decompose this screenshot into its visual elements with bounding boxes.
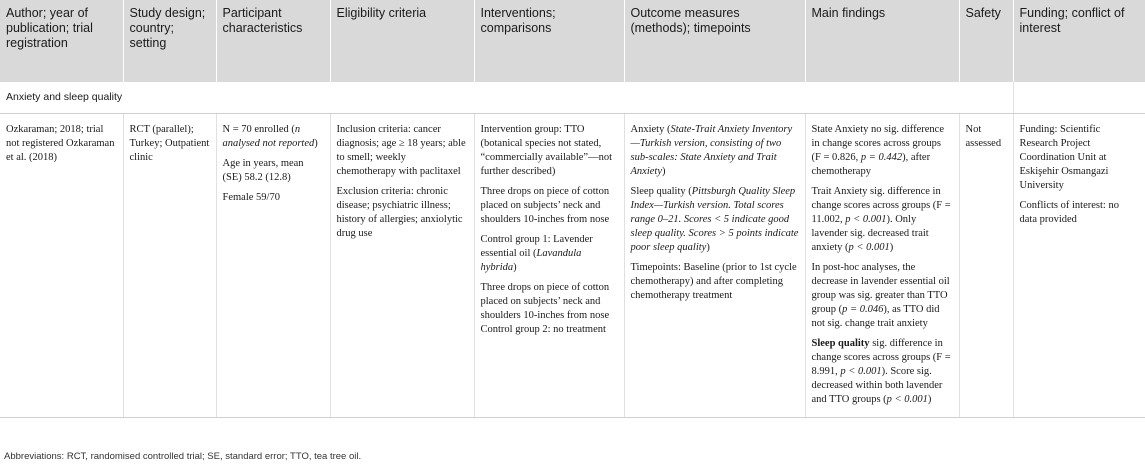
outcome-timepoints: Timepoints: Baseline (prior to 1st cycle chemotherapy) and after completing chemotherapy treatment: [630, 262, 797, 301]
cell-safety: Not assessed: [959, 114, 1013, 418]
control-group-1: Control group 1: Lavender essential oil (Lavandula hybrida): [480, 234, 593, 273]
control-group-2: Control group 2: no treatment: [480, 324, 606, 335]
cell-funding: [1013, 114, 1145, 418]
cell-eligibility: [330, 114, 474, 418]
funding-source: Funding: Scientific Research Project Coordination Unit at Eskişehir Osmangazi University: [1019, 124, 1109, 191]
eligibility-exclusion: Exclusion criteria: chronic disease; psychiatric illness; history of allergies; anxiolytic drug use: [336, 186, 463, 239]
cell-findings: [805, 114, 959, 418]
col-header-outcomes: Outcome measures (methods); timepoints: [624, 0, 805, 82]
finding-post-hoc: In post-hoc analyses, the decrease in lavender essential oil group was sig. greater than TTO group (p = 0.046), as TTO did not sig. change trait anxiety: [811, 262, 950, 329]
eligibility-inclusion: Inclusion criteria: cancer diagnosis; age ≥ 18 years; able to smell; weekly chemotherapy with paclitaxel: [336, 124, 466, 177]
cell-design: RCT (parallel); Turkey; Outpatient clinic: [123, 114, 216, 418]
col-header-interventions: Interventions; comparisons: [474, 0, 624, 82]
col-header-author: Author; year of publication; trial registration: [0, 0, 123, 82]
finding-sleep-quality: Sleep quality sig. difference in change scores across groups (F = 8.991, p < 0.001). Score sig. decreased within both lavender and TTO groups (p < 0.001): [811, 338, 951, 405]
section-empty-cell: [1013, 82, 1145, 114]
control-group-1-method: Three drops on piece of cotton placed on subjects’ neck and shoulders 10-inches from nose: [480, 282, 610, 321]
participants-enrolled: N = 70 enrolled (n analysed not reported): [222, 124, 318, 149]
finding-state-anxiety: State Anxiety no sig. difference in change scores across groups (F = 0.826, p = 0.442), after chemotherapy: [811, 124, 944, 177]
col-header-findings: Main findings: [805, 0, 959, 82]
participants-female: Female 59/70: [222, 192, 280, 203]
intervention-method: Three drops on piece of cotton placed on subjects’ neck and shoulders 10-inches from nose: [480, 186, 610, 225]
col-header-participants: Participant characteristics: [216, 0, 330, 82]
section-label: Anxiety and sleep quality: [0, 82, 1013, 114]
participants-age: Age in years, mean (SE) 58.2 (12.8): [222, 158, 304, 183]
col-header-eligibility: Eligibility criteria: [330, 0, 474, 82]
header-row: [0, 0, 1145, 82]
table-footnote: Abbreviations: RCT, randomised controlled trial; SE, standard error; TTO, tea tree oil.: [4, 451, 362, 462]
col-header-design: Study design; country; setting: [123, 0, 216, 82]
section-row: [0, 82, 1145, 114]
col-header-safety: Safety: [959, 0, 1013, 82]
col-header-funding: Funding; conflict of interest: [1013, 0, 1145, 82]
cell-author: Ozkaraman; 2018; trial not registered Ozkaraman et al. (2018): [0, 114, 123, 418]
table-row: [0, 114, 1145, 418]
outcome-sleep: Sleep quality (Pittsburgh Quality Sleep Index—Turkish version. Total scores range 0–21. Scores < 5 indicate good sleep quality. Scores > 5 points indicate poor sleep quality): [630, 186, 799, 253]
cell-participants: [216, 114, 330, 418]
cell-outcomes: [624, 114, 805, 418]
outcome-anxiety: Anxiety (State-Trait Anxiety Inventory—Turkish version, consisting of two sub-scales: State Anxiety and Trait Anxiety): [630, 124, 793, 177]
intervention-group: Intervention group: TTO (botanical species not stated, “commercially available”—not further described): [480, 124, 612, 177]
finding-trait-anxiety: Trait Anxiety sig. difference in change scores across groups (F = 11.002, p < 0.001). Only lavender sig. decreased trait anxiety (p < 0.001): [811, 186, 951, 253]
conflicts-of-interest: Conflicts of interest: no data provided: [1019, 200, 1119, 225]
cell-interventions: [474, 114, 624, 418]
